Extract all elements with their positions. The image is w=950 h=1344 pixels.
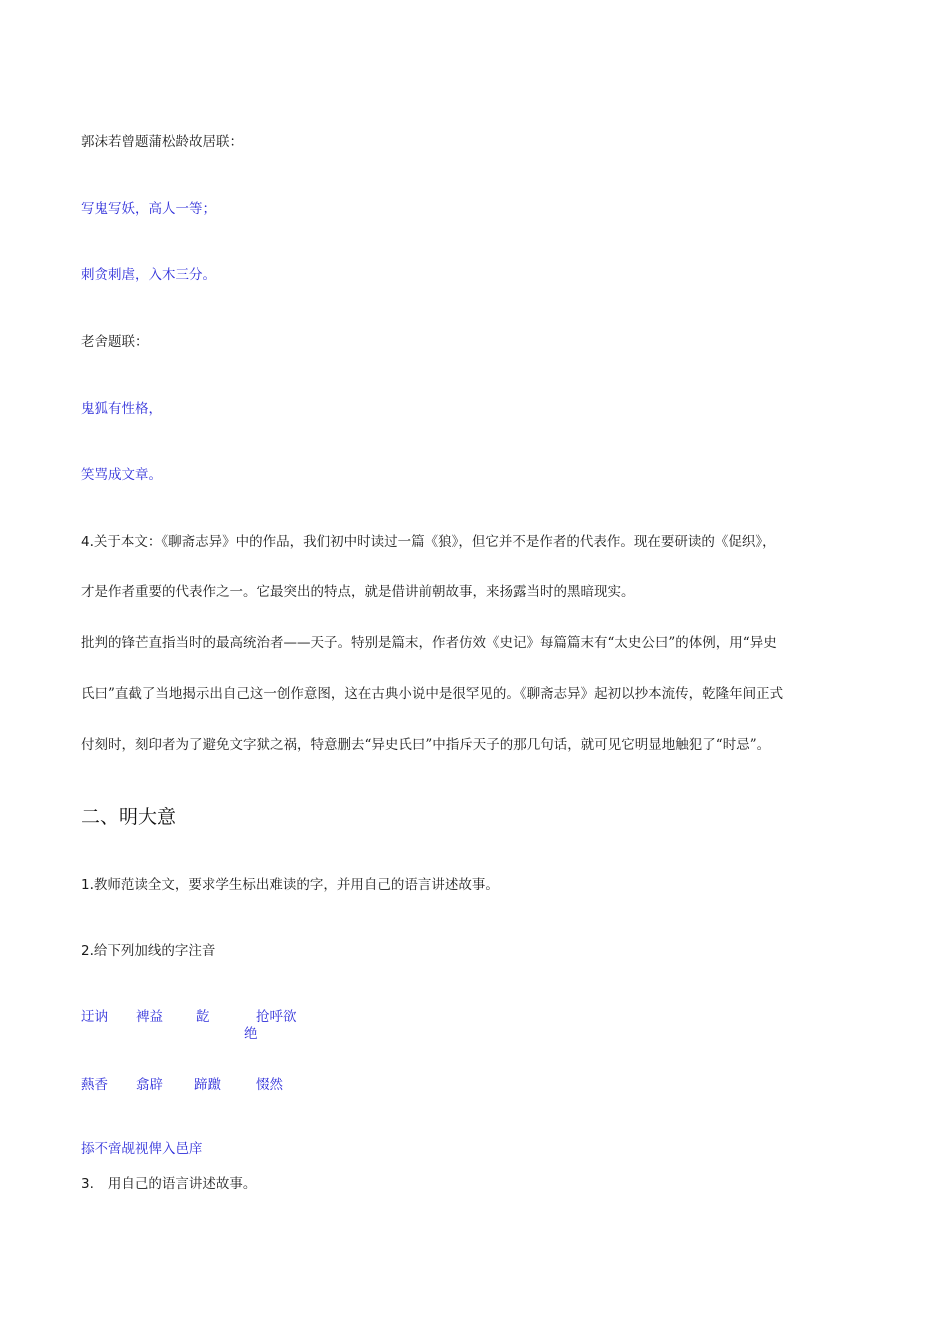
item-2-number: 2 xyxy=(81,943,90,959)
guo-couplet-line-1: 写鬼写妖，高人一等； xyxy=(81,201,216,217)
pronunciation-word: 龁 xyxy=(196,1009,210,1025)
lao-couplet-line-2: 笑骂成文章。 xyxy=(81,467,162,483)
pronunciation-row-3: 掭不啻觇视俾入邑庠 xyxy=(81,1141,203,1157)
pronunciation-word-wrap: 绝 xyxy=(244,1026,258,1042)
item-1-text: .教师范读全文，要求学生标出难读的字，并用自己的语言讲述故事。 xyxy=(89,877,499,893)
section-heading: 二、明大意 xyxy=(81,806,177,828)
lao-couplet-line-1: 鬼狐有性格， xyxy=(81,401,162,417)
lao-intro: 老舍题联： xyxy=(81,334,149,350)
pronunciation-word: 蹄躈 xyxy=(194,1077,221,1093)
item-2-text: .给下列加线的字注音 xyxy=(89,943,216,959)
guo-couplet-line-2: 刺贪刺虐，入木三分。 xyxy=(81,267,216,283)
pronunciation-word: 翕辟 xyxy=(136,1077,163,1093)
paragraph-5-line-1: 批判的锋芒直指当时的最高统治者——天子。特别是篇末，作者仿效《史记》每篇篇末有“太史公曰”的体例，用“异史 xyxy=(81,635,777,651)
paragraph-4-number: 4 xyxy=(81,534,90,550)
paragraph-5-line-3: 付刻时，刻印者为了避免文字狱之祸，特意删去“异史氏曰”中指斥天子的那几句话，就可见它明显地触犯了“时忌”。 xyxy=(81,737,771,753)
pronunciation-word: 爇香 xyxy=(81,1077,108,1093)
guo-intro: 郭沫若曾题蒲松龄故居联： xyxy=(81,134,243,150)
item-3 xyxy=(81,1174,256,1194)
item-2 xyxy=(81,941,215,961)
pronunciation-word: 裨益 xyxy=(136,1009,163,1025)
pronunciation-word: 抢呼欲 xyxy=(256,1009,297,1025)
pronunciation-word: 惙然 xyxy=(256,1077,283,1093)
item-1 xyxy=(81,875,499,895)
paragraph-5-line-2: 氏曰”直截了当地揭示出自己这一创作意图，这在古典小说中是很罕见的。《聊斋志异》起初以抄本流传，乾隆年间正式 xyxy=(81,686,784,702)
paragraph-4-line-2: 才是作者重要的代表作之一。它最突出的特点，就是借讲前朝故事，来扬露当时的黑暗现实。 xyxy=(81,584,635,600)
paragraph-4-line-1 xyxy=(81,532,776,552)
item-3-text: 用自己的语言讲述故事。 xyxy=(107,1176,257,1192)
pronunciation-word: 迂讷 xyxy=(81,1009,108,1025)
item-1-number: 1 xyxy=(81,877,90,893)
item-3-number: 3. xyxy=(81,1176,94,1192)
paragraph-4-text: .关于本文：《聊斋志异》中的作品，我们初中时读过一篇《狼》，但它并不是作者的代表作。现在要研读的《促织》， xyxy=(89,534,776,550)
